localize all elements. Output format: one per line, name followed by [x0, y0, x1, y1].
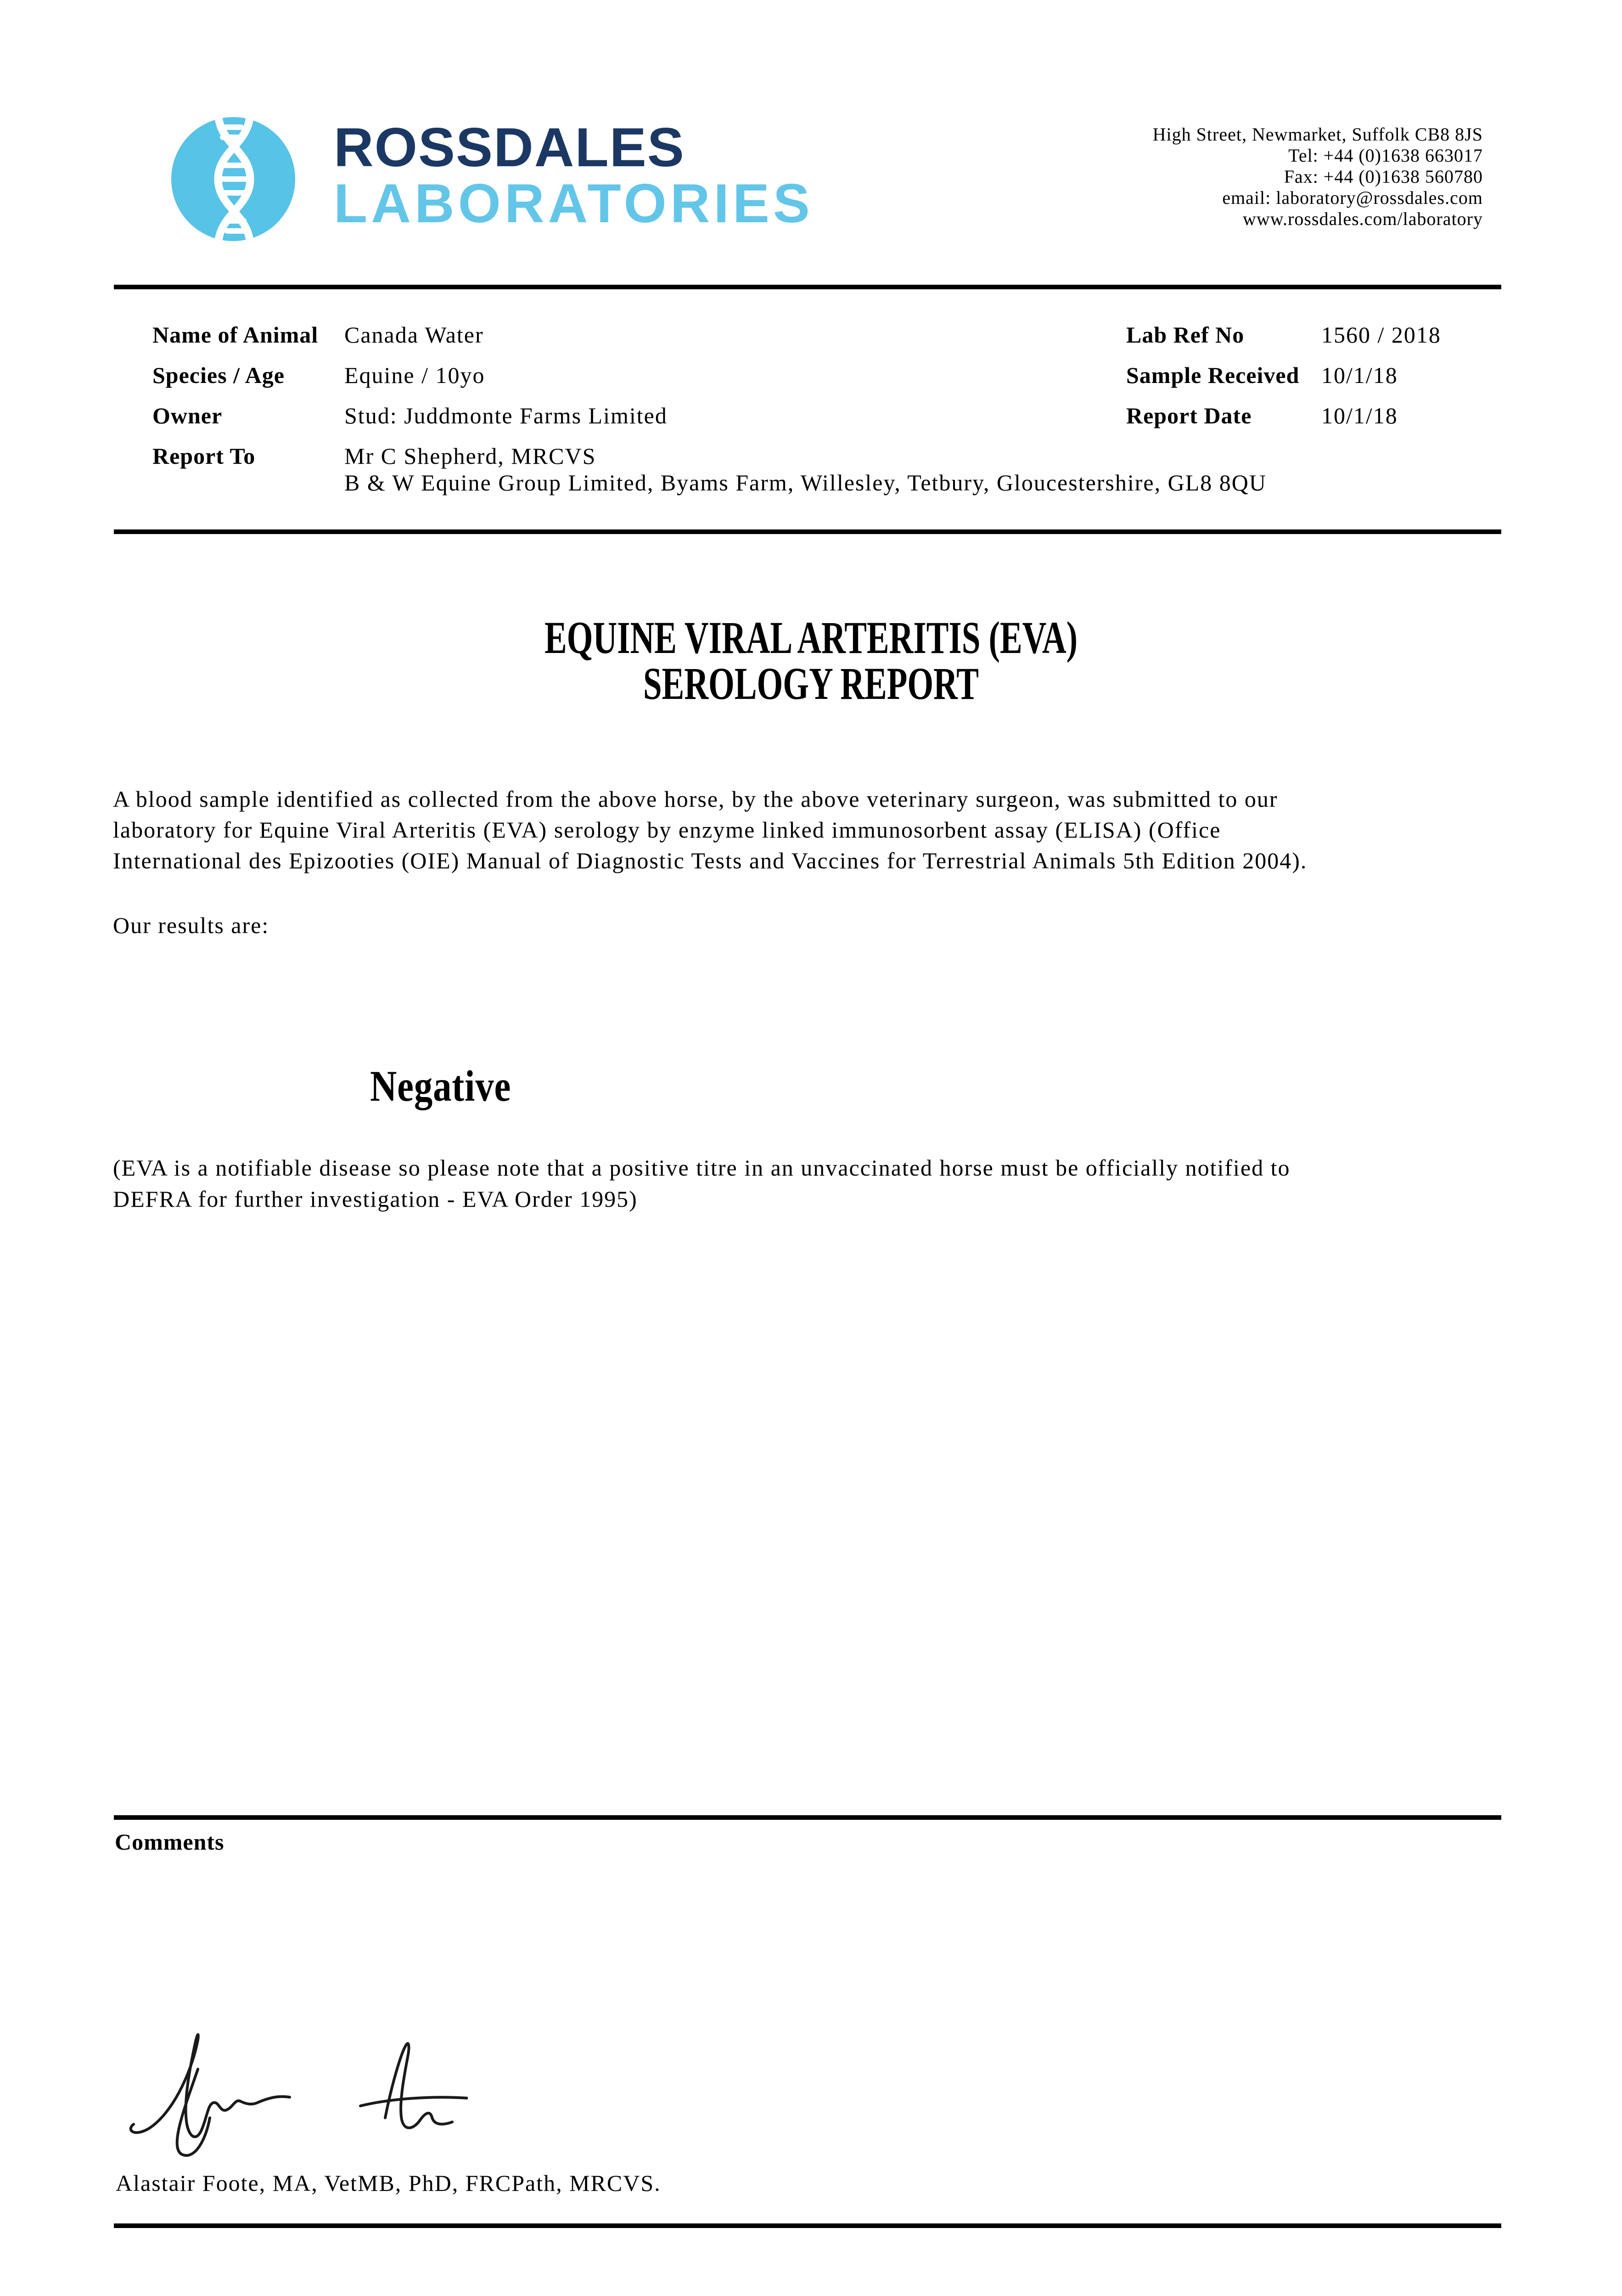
contact-tel: Tel: +44 (0)1638 663017	[1288, 145, 1483, 166]
value-sample-received: 10/1/18	[1321, 362, 1398, 388]
comments-label: Comments	[115, 1829, 224, 1855]
label-name-of-animal: Name of Animal	[152, 322, 319, 348]
body-line: laboratory for Equine Viral Arteritis (EVA) serology by enzyme linked immunosorbent assay (ELISA) (Office	[113, 817, 1221, 843]
label-species-age: Species / Age	[152, 362, 285, 388]
contact-email: email: laboratory@rossdales.com	[1222, 187, 1483, 208]
label-report-date: Report Date	[1126, 403, 1252, 428]
body-line: International des Epizooties (OIE) Manual of Diagnostic Tests and Vaccines for Terrestrial Animals 5th Edition 2004).	[113, 848, 1308, 873]
header-divider	[114, 285, 1501, 289]
contact-block	[1153, 124, 1483, 230]
value-owner: Stud: Juddmonte Farms Limited	[344, 403, 668, 428]
brand-name-secondary: LABORATORIES	[334, 173, 814, 234]
contact-address: High Street, Newmarket, Suffolk CB8 8JS	[1152, 124, 1483, 145]
dna-helix-icon	[171, 117, 295, 241]
notifiable-note	[113, 1152, 1291, 1215]
report-title	[219, 612, 1403, 709]
report-title-line2: SEROLOGY REPORT	[643, 658, 979, 709]
footer-divider	[114, 2223, 1501, 2228]
signature-image	[128, 2030, 468, 2163]
label-owner: Owner	[152, 403, 223, 428]
report-title-line1: EQUINE VIRAL ARTERITIS (EVA)	[544, 612, 1078, 663]
label-sample-received: Sample Received	[1126, 362, 1300, 388]
value-report-to: Mr C Shepherd, MRCVS	[344, 443, 596, 469]
label-report-to: Report To	[152, 443, 256, 469]
value-lab-ref-no: 1560 / 2018	[1321, 322, 1441, 348]
details-divider	[114, 529, 1501, 534]
value-species-age: Equine / 10yo	[344, 362, 485, 388]
contact-fax: Fax: +44 (0)1638 560780	[1284, 166, 1483, 187]
result-value: Negative	[370, 1062, 511, 1110]
comments-divider	[114, 1815, 1501, 1820]
value-name-of-animal: Canada Water	[344, 322, 484, 348]
note-line: DEFRA for further investigation - EVA Order 1995)	[113, 1186, 638, 1212]
note-line: (EVA is a notifiable disease so please note that a positive titre in an unvaccinated horse must be officially notified to	[113, 1155, 1291, 1181]
body-line: A blood sample identified as collected from the above horse, by the above veterinary surgeon, was submitted to our	[113, 786, 1278, 812]
label-lab-ref-no: Lab Ref No	[1126, 322, 1245, 348]
results-intro: Our results are:	[113, 912, 269, 938]
value-report-to-address: B & W Equine Group Limited, Byams Farm, Willesley, Tetbury, Gloucestershire, GL8 8QU	[344, 470, 1267, 495]
brand-name-primary: ROSSDALES	[334, 117, 685, 178]
signoff-name: Alastair Foote, MA, VetMB, PhD, FRCPath, MRCVS.	[116, 2170, 661, 2196]
contact-website: www.rossdales.com/laboratory	[1242, 208, 1483, 229]
value-report-date: 10/1/18	[1321, 403, 1398, 428]
report-body-paragraph	[113, 784, 1307, 876]
